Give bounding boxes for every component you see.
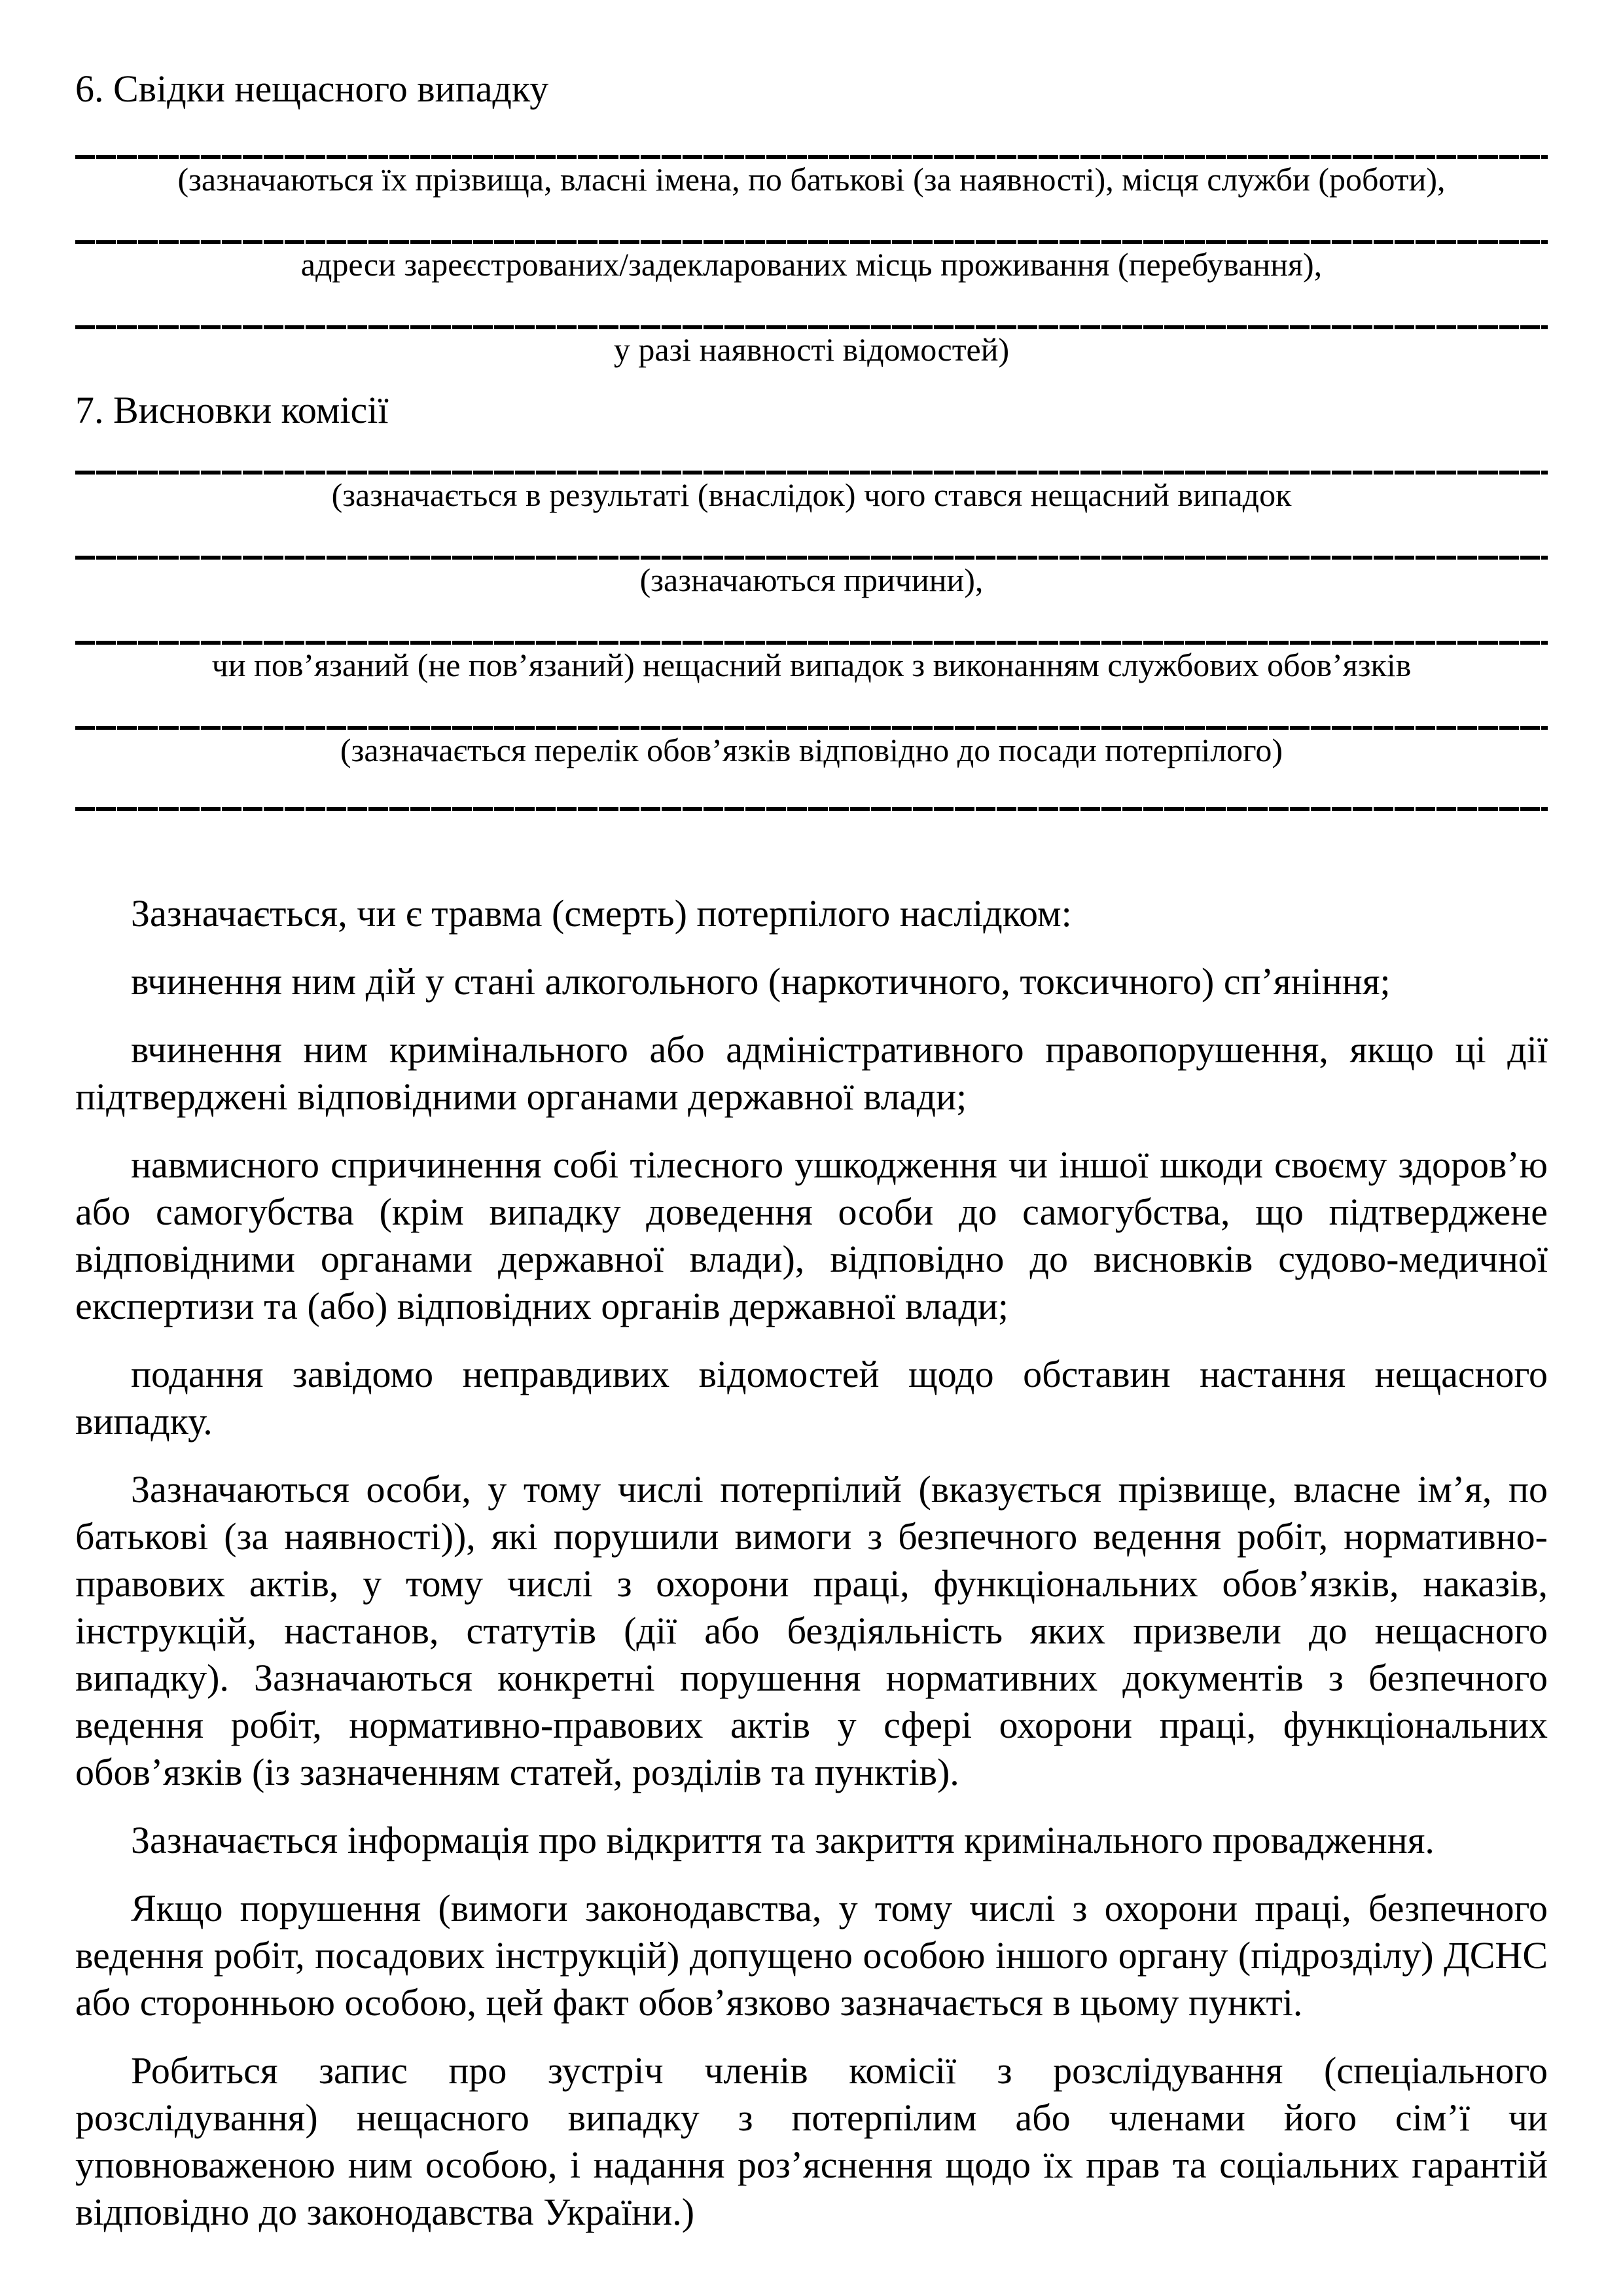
instruction-paragraphs <box>75 890 1548 2236</box>
form-field <box>75 471 1548 515</box>
field-caption: (зазначаються їх прізвища, власні імена, по батькові (за наявності), місця служби (роботи), <box>177 161 1446 198</box>
paragraph: вчинення ним дій у стані алкогольного (наркотичного, токсичного) сп’яніння; <box>131 960 1391 1003</box>
field-caption: чи пов’язаний (не пов’язаний) нещасний випадок з виконанням службових обов’язків <box>211 647 1412 683</box>
field-caption: у разі наявності відомостей) <box>613 331 1010 368</box>
form-field <box>75 556 1548 600</box>
section-6-fields <box>75 155 1548 370</box>
field-caption: (зазначається в результаті (внаслідок) чого стався нещасний випадок <box>331 476 1292 513</box>
field-caption: адреси зареєстрованих/задекларованих місць проживання (перебування), <box>300 246 1323 283</box>
form-field <box>75 641 1548 685</box>
paragraph: Якщо порушення (вимоги законодавства, у тому числі з охорони праці, безпечного ведення робіт, посадових інструкцій) допущено особою іншого органу (підрозділу) ДСНС або сторонньою особою, цей факт обов’язково зазначається в цьому пункті. <box>75 1887 1548 2024</box>
section-6-heading: 6. Свідки нещасного випадку <box>75 67 549 110</box>
form-field <box>75 325 1548 370</box>
form-field <box>75 240 1548 285</box>
form-field <box>75 726 1548 770</box>
form-field <box>75 155 1548 200</box>
paragraph: вчинення ним кримінального або адміністративного правопорушення, якщо ці дії підтверджені відповідними органами державної влади; <box>75 1028 1548 1118</box>
field-caption: (зазначаються причини), <box>639 562 984 598</box>
section-7-heading: 7. Висновки комісії <box>75 389 389 431</box>
form-blank-line <box>75 807 1548 811</box>
paragraph: навмисного спричинення собі тілесного ушкодження чи іншої шкоди своєму здоров’ю або самогубства (крім випадку доведення особи до самогубства, що підтверджене відповідними органами державної влади), відповідно до висновків судово-медичної експертизи та (або) відповідних органів державної влади; <box>75 1143 1548 1327</box>
paragraph: Зазначаються особи, у тому числі потерпілий (вказується прізвище, власне ім’я, по батькові (за наявності)), які порушили вимоги з безпечного ведення робіт, нормативно-правових актів, у тому числі з охорони праці, функціональних обов’язків, наказів, інструкцій, настанов, статутів (дії або бездіяльність яких призвели до нещасного випадку). Зазначаються конкретні порушення нормативних документів з безпечного ведення робіт, нормативно-правових актів у сфері охорони праці, функціональних обов’язків (із зазначенням статей, розділів та пунктів). <box>75 1468 1548 1793</box>
field-caption: (зазначається перелік обов’язків відповідно до посади потерпілого) <box>340 732 1283 768</box>
section-7-fields <box>75 471 1548 811</box>
paragraph: Зазначається, чи є травма (смерть) потерпілого наслідком: <box>131 892 1072 935</box>
paragraph: Робиться запис про зустріч членів комісії з розслідування (спеціального розслідування) нещасного випадку з потерпілим або членами його сім’ї чи уповноваженою ним особою, і надання роз’яснення щодо їх прав та соціальних гарантій відповідно до законодавства України.) <box>75 2049 1548 2233</box>
paragraph: подання завідомо неправдивих відомостей щодо обставин настання нещасного випадку. <box>75 1353 1548 1443</box>
paragraph: Зазначається інформація про відкриття та закриття кримінального провадження. <box>131 1819 1435 1861</box>
